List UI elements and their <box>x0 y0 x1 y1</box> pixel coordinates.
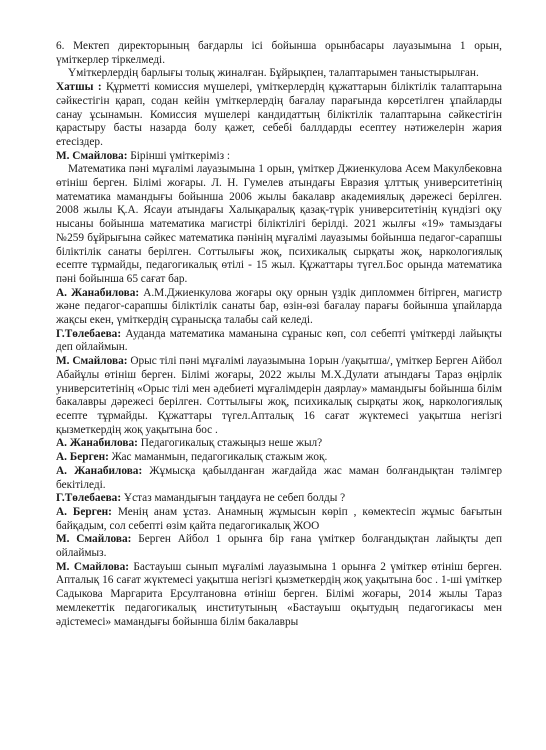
speaker-name: А. Берген: <box>56 505 112 518</box>
speaker-name: М. Смайлова: <box>56 149 128 162</box>
paragraph <box>56 437 502 451</box>
paragraph-text: Бастауыш сынып мұғалімі лауазымына 1 орынға 2 үміткер өтініш берген. Апталық 16 сағат жүктемесі уақытша негізгі қызметкердің жоқ уақытына бос . 1-ші үміткер Садыкова Маргарита Ерсултановна өтініш берген. Білімі жоғары, 2014 жылы Тараз мемлекеттік педагогикалық институтының «Бастауыш оқытудың педагогикасы мен әдістемесі» мамандығы бойынша білім бакалавры <box>56 560 503 628</box>
paragraph-text: Математика пәні мұғалімі лауазымына 1 орын, үміткер Джиенкулова Асем Макулбековна өтініш берген. Білімі жоғары. Л. Н. Гумелев атындағы Евразия ұлттық университетінің математика мамандығы бойынша 2006 жылы бакалавр академиялық дәрежесі берілген. 2008 жылы Қ.А. Ясауи атындағы Халықаралық қазақ-түрік университетінің күндізгі оқу нысаны бойынша математика магистрі біліктілігі берілді. 2021 жылғы «19» тамыздағы №259 бұйрығына сәйкес математика пәнінің мұғалімі лауазымы бойынша педагог-сарапшы біліктілік санаты берілген. Соттылығы жоқ, психикалық сырқаты жоқ, наркологиялық есепте тұрмайды, педагогикалық өтілі - 15 жыл. Құжаттары түгел.Бос орында математика пәні бойынша 65 сағат бар. <box>56 163 502 285</box>
paragraph-text: Ұстаз мамандығын таңдауға не себеп болды ? <box>121 492 346 505</box>
speaker-name: Г.Төлебаева: <box>56 492 122 505</box>
paragraph <box>56 355 502 437</box>
paragraph-text: Жұмысқа қабылданған жағдайда жас маман болғандықтан тәлімгер бекітіледі. <box>56 464 502 491</box>
paragraph <box>56 492 502 506</box>
speaker-name: М. Смайлова: <box>56 533 132 546</box>
paragraph <box>56 451 502 465</box>
paragraph <box>56 561 502 630</box>
paragraph-text: Менің анам ұстаз. Анамның жұмысын көріп , көмектесіп жұмыс бағытын байқадым, сол себепті өзім қайта педагогикалық ЖОО <box>56 505 502 532</box>
paragraph <box>56 40 502 67</box>
paragraph <box>56 328 502 355</box>
paragraph-text: Ауданда математика маманына сұраныс көп, сол себепті үміткерді лайықты деп ойлаймын. <box>56 327 502 354</box>
paragraph <box>56 287 502 328</box>
speaker-name: Г.Төлебаева: <box>56 327 122 340</box>
paragraph <box>56 163 502 286</box>
paragraph-text: Жас маманмын, педагогикалық стажым жоқ. <box>108 451 328 464</box>
speaker-name: М. Смайлова: <box>56 560 130 573</box>
speaker-name: М. Смайлова: <box>56 355 128 368</box>
paragraph-text: Бірінші үміткеріміз : <box>127 149 231 162</box>
paragraph <box>56 150 502 164</box>
paragraph-text: Педагогикалық стажыңыз неше жыл? <box>137 437 323 450</box>
speaker-name: Хатшы : <box>56 81 102 94</box>
paragraph-text: Үміткерлердің барлығы толық жиналған. Бұйрықпен, талаптарымен таныстырылған. <box>68 67 479 80</box>
speaker-name: А. Жанабилова: <box>56 464 143 477</box>
paragraph <box>56 81 502 150</box>
paragraph-text: Орыс тілі пәні мұғалімі лауазымына 1орын /уақытша/, үміткер Берген Айбол Абайұлы өтініш берген. Білімі жоғары, 2022 жылы М.Х.Дулати атындағы Тараз өңірлік университетінің «Орыс тілі мен әдебиеті мұғалімдерін даярлау» мамандығы бойынша білім бакалавры дәрежесі берілген. Соттылығы жоқ, психикалық сырқаты жоқ, наркологиялық есепте тұрмайды. Құжаттары түгел.Апталық 16 сағат жүктемесі уақытша негізгі қызметкердің жоқ уақытына бос . <box>56 355 503 436</box>
paragraph <box>56 67 502 81</box>
speaker-name: А. Жанабилова: <box>56 437 138 450</box>
paragraph-text: Құрметті комиссия мүшелері, үміткерлердің құжаттарын біліктілік талаптарына сәйкестігін қарап, содан кейін үміткерлердің бағалау парағында көрсетілген ұпайларды санау ұсынамын. Комиссия мүшелері кандидаттың біліктілік талаптарына сәйкестігін қарастыру басты назарда болу қажет, себебі баллдарды есептеу нәтижелерін жария етесіздер. <box>56 81 502 148</box>
document-page <box>56 40 502 629</box>
paragraph-text: Берген Айбол 1 орынға бір ғана үміткер болғандықтан лайықты деп ойлаймыз. <box>56 533 502 560</box>
speaker-name: А. Жанабилова: <box>56 286 140 299</box>
paragraph <box>56 506 502 533</box>
paragraph <box>56 465 502 492</box>
paragraph-text: А.М.Джиенкулова жоғары оқу орнын үздік дипломмен бітірген, магистр және педагог-сарапшы біліктілік санаты бар, өзін-өзі бағалау парағы бойынша ұпайларда жақсы екен, үміткердің сұранысқа талабы сай келеді. <box>56 286 502 327</box>
paragraph <box>56 533 502 560</box>
speaker-name: А. Берген: <box>56 451 109 464</box>
paragraph-text: 6. Мектеп директорының бағдарлы ісі бойынша орынбасары лауазымына 1 орын, үміткерлер тіркелмеді. <box>56 40 502 66</box>
